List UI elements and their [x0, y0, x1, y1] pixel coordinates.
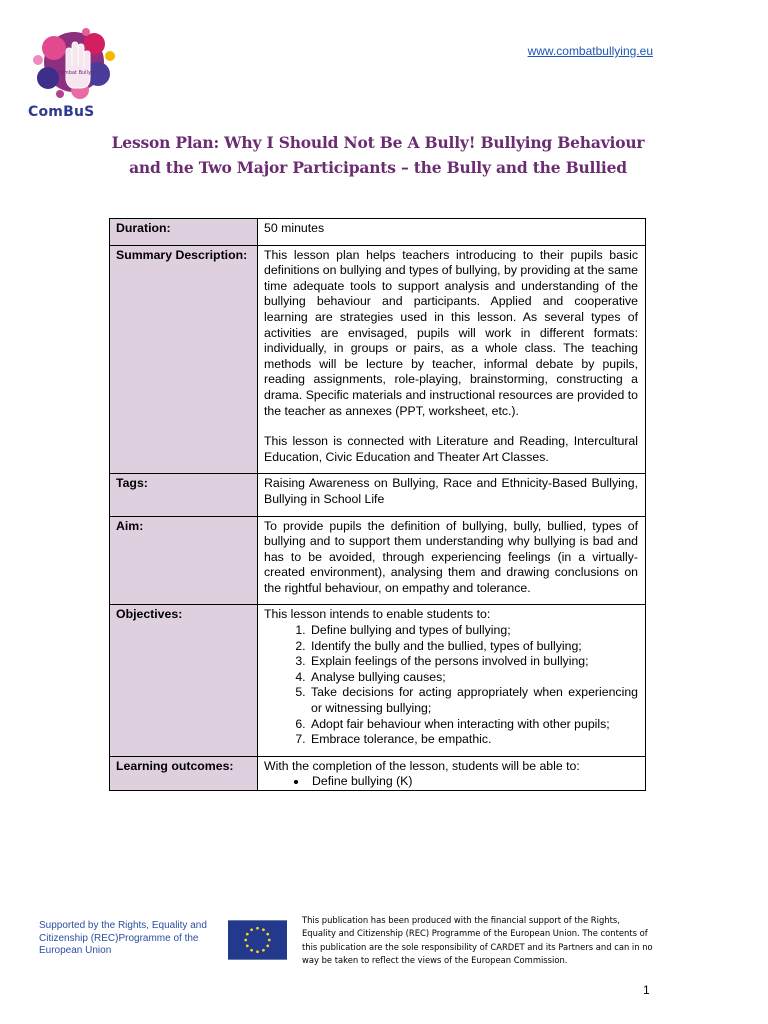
objectives-list: [264, 623, 638, 748]
aim-label: Aim:: [110, 516, 258, 605]
table-row-tags: [110, 474, 646, 516]
summary-value: [258, 245, 646, 474]
eu-star: [244, 939, 247, 942]
eu-star: [246, 933, 249, 936]
funding-statement: Supported by the Rights, Equality and Citizenship (REC)Programme of the European Union: [39, 920, 207, 956]
outcome-item: • Define bullying (K): [308, 774, 638, 790]
outcomes-list: [264, 774, 638, 790]
objective-item: 1. Define bullying and types of bullying;: [309, 623, 638, 639]
objective-item: 5. Take decisions for acting appropriately when experiencing or witnessing bullying;: [309, 685, 638, 716]
eu-star: [262, 928, 265, 931]
objective-item: 7. Embrace tolerance, be empathic.: [309, 732, 638, 748]
summary-label: Summary Description:: [110, 245, 258, 474]
duration-label: Duration:: [110, 219, 258, 246]
objective-item: 2. Identify the bully and the bullied, types of bullying;: [309, 639, 638, 655]
outcomes-intro: With the completion of the lesson, students will be able to:: [264, 758, 580, 773]
tags-label: Tags:: [110, 474, 258, 516]
table-row-outcomes: [110, 756, 646, 790]
eu-star: [246, 945, 249, 948]
eu-star: [250, 949, 253, 952]
duration-value: 50 minutes: [258, 219, 646, 246]
eu-star: [268, 939, 271, 942]
summary-paragraph-1: This lesson plan helps teachers introducing to their pupils basic definitions on bullying and types of bullying, by providing at the same time adequate tools to support analysis and understanding of the bullying behaviour and participants. Applied and cooperative learning are strategies used in this lesson. As several types of activities are envisaged, pupils will work in different formats: individually, in groups or pairs, as a whole class. The teaching methods will be lecture by teacher, informal debate by pupils, reading assignments, role-playing, brainstorming, constructing a drama. Specific materials and instructional resources are provided to the teacher as annexes (PPT, worksheet, etc.).: [264, 247, 638, 418]
lesson-plan-table: [109, 218, 646, 791]
eu-star: [256, 950, 259, 953]
table-row-aim: [110, 516, 646, 605]
aim-value: To provide pupils the definition of bullying, bully, bullied, types of bullying and to support them understanding why bullying is bad and has to be avoided, through experiencing feelings (in a virtually-created environment), analysing them and drawing conclusions on the rightful behaviour, on empathy and tolerance.: [258, 516, 646, 605]
table-row-objectives: [110, 605, 646, 756]
outcomes-value: [258, 756, 646, 790]
table-row-duration: [110, 219, 646, 246]
eu-star: [256, 927, 259, 930]
eu-star: [250, 928, 253, 931]
objectives-intro: This lesson intends to enable students to:: [264, 607, 491, 622]
logo-inner-text: Combat Bullying: [57, 70, 99, 76]
objectives-label: Objectives:: [110, 605, 258, 756]
objectives-value: [258, 605, 646, 756]
page-number: 1: [643, 983, 650, 997]
eu-star: [262, 949, 265, 952]
logo-text: ComBuS: [28, 104, 95, 120]
eu-star: [266, 933, 269, 936]
summary-paragraph-2: This lesson is connected with Literature and Reading, Intercultural Education, Civic Education and Theater Art Classes.: [264, 434, 638, 464]
website-link[interactable]: www.combatbullying.eu: [527, 44, 653, 58]
eu-star: [266, 945, 269, 948]
disclaimer-text: This publication has been produced with the financial support of the Rights, Equality and Citizenship (REC) Programme of the European Union. The contents of this publication are the sole responsibility of CARDET and its Partners and can in no way be taken to reflect the views of the European Commission.: [302, 915, 653, 966]
objective-item: 6. Adopt fair behaviour when interacting with other pupils;: [309, 717, 638, 733]
table-row-summary: [110, 245, 646, 474]
objective-item: 4. Analyse bullying causes;: [309, 670, 638, 686]
page-title: Lesson Plan: Why I Should Not Be A Bully! Bullying Behaviour and the Two Major Participants – the Bully and the Bullied: [111, 133, 645, 177]
eu-flag-icon: [228, 920, 287, 960]
outcomes-label: Learning outcomes:: [110, 756, 258, 790]
objective-item: 3. Explain feelings of the persons involved in bullying;: [309, 654, 638, 670]
tags-value: Raising Awareness on Bullying, Race and Ethnicity-Based Bullying, Bullying in School Life: [258, 474, 646, 516]
